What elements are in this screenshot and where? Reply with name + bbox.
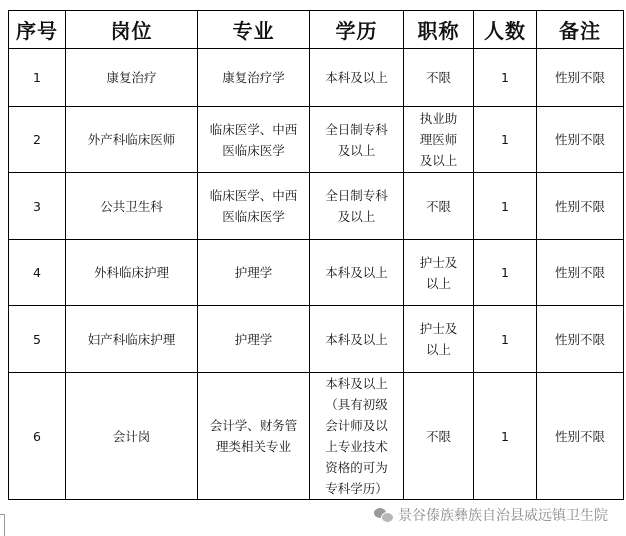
- cell-count: 1: [474, 306, 537, 373]
- cell-serial: 1: [9, 49, 66, 107]
- cell-note: 性别不限: [537, 240, 624, 306]
- cell-note: 性别不限: [537, 173, 624, 240]
- header-education: 学历: [310, 11, 404, 49]
- cell-post: 康复治疗: [66, 49, 198, 107]
- header-post: 岗位: [66, 11, 198, 49]
- cell-post: 会计岗: [66, 373, 198, 500]
- table-row: [9, 240, 624, 306]
- cell-education: 本科及以上 （具有初级 会计师及以 上专业技术 资格的可为 专科学历）: [310, 373, 404, 500]
- cell-title: 护士及 以上: [404, 306, 474, 373]
- cell-count: 1: [474, 49, 537, 107]
- cell-major: 临床医学、中西 医临床医学: [198, 173, 310, 240]
- cell-post: 外产科临床医师: [66, 107, 198, 173]
- wechat-watermark: [374, 505, 608, 525]
- header-major: 专业: [198, 11, 310, 49]
- cell-major: 康复治疗学: [198, 49, 310, 107]
- cell-title: 不限: [404, 173, 474, 240]
- cell-major: 护理学: [198, 240, 310, 306]
- cell-count: 1: [474, 173, 537, 240]
- cell-major: 临床医学、中西 医临床医学: [198, 107, 310, 173]
- cell-count: 1: [474, 107, 537, 173]
- cell-serial: 6: [9, 373, 66, 500]
- cell-count: 1: [474, 240, 537, 306]
- page-corner-mark: [0, 514, 5, 536]
- cell-education: 全日制专科 及以上: [310, 107, 404, 173]
- header-note: 备注: [537, 11, 624, 49]
- cell-serial: 2: [9, 107, 66, 173]
- cell-serial: 3: [9, 173, 66, 240]
- cell-title: 执业助 理医师 及以上: [404, 107, 474, 173]
- cell-post: 公共卫生科: [66, 173, 198, 240]
- cell-education: 本科及以上: [310, 240, 404, 306]
- cell-education: 本科及以上: [310, 49, 404, 107]
- cell-serial: 5: [9, 306, 66, 373]
- cell-note: 性别不限: [537, 49, 624, 107]
- cell-major: 护理学: [198, 306, 310, 373]
- cell-serial: 4: [9, 240, 66, 306]
- cell-count: 1: [474, 373, 537, 500]
- table-row: [9, 49, 624, 107]
- cell-note: 性别不限: [537, 373, 624, 500]
- cell-title: 不限: [404, 49, 474, 107]
- wechat-icon: [374, 508, 392, 522]
- table-row: [9, 306, 624, 373]
- cell-post: 妇产科临床护理: [66, 306, 198, 373]
- table-row: [9, 173, 624, 240]
- cell-education: 本科及以上: [310, 306, 404, 373]
- watermark-text: 景谷傣族彝族自治县威远镇卫生院: [398, 508, 608, 524]
- cell-post: 外科临床护理: [66, 240, 198, 306]
- cell-title: 不限: [404, 373, 474, 500]
- table-row: [9, 373, 624, 500]
- recruitment-table: [8, 10, 624, 500]
- header-title: 职称: [404, 11, 474, 49]
- cell-note: 性别不限: [537, 107, 624, 173]
- header-count: 人数: [474, 11, 537, 49]
- cell-note: 性别不限: [537, 306, 624, 373]
- cell-major: 会计学、财务管 理类相关专业: [198, 373, 310, 500]
- header-serial: 序号: [9, 11, 66, 49]
- cell-education: 全日制专科 及以上: [310, 173, 404, 240]
- cell-title: 护士及 以上: [404, 240, 474, 306]
- table-row: [9, 107, 624, 173]
- table-header-row: [9, 11, 624, 49]
